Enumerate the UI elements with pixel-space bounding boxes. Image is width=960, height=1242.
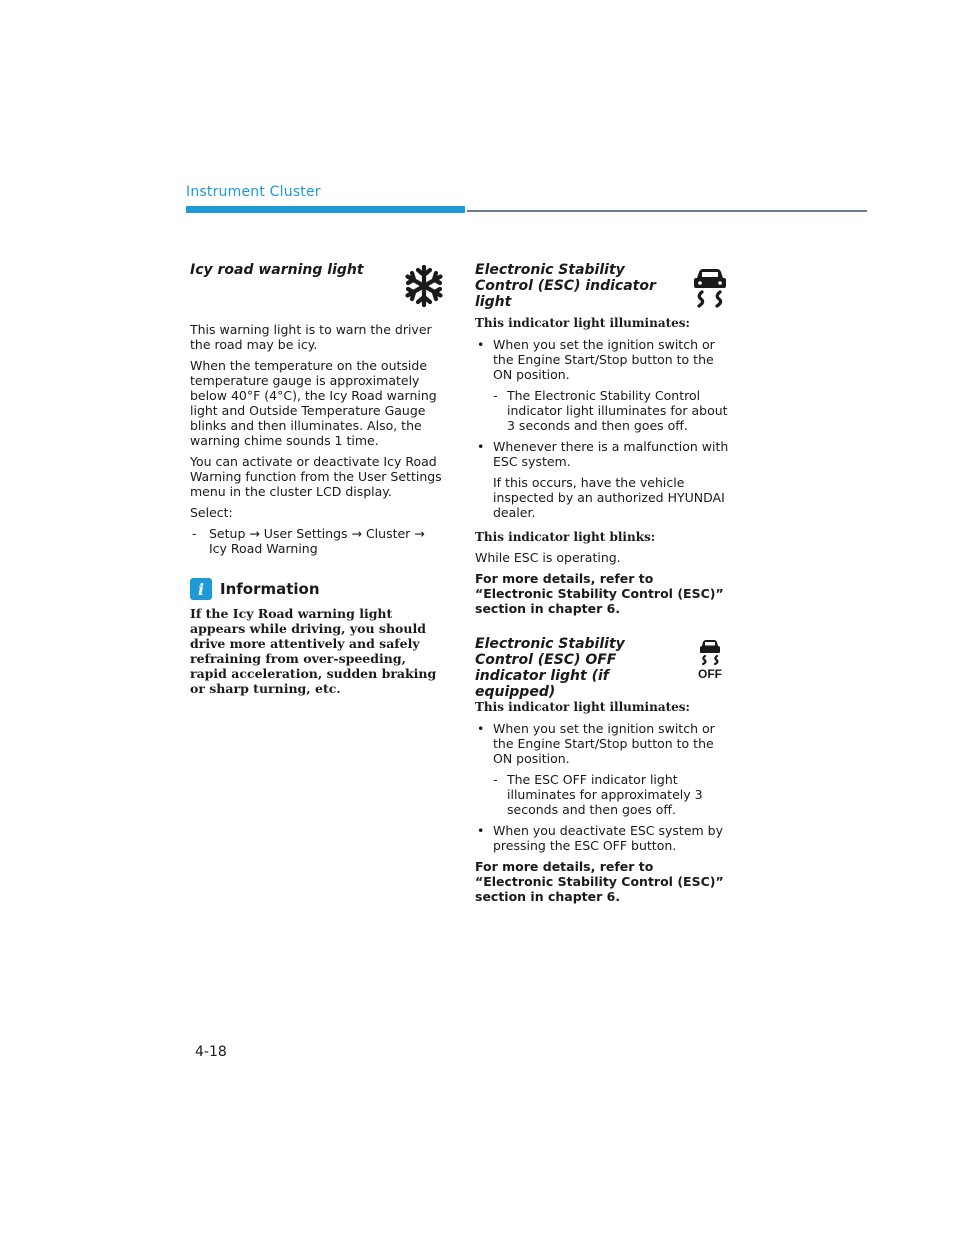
settings-path: Setup → User Settings → Cluster → Icy Road Warning [209, 526, 425, 556]
esc-car-skid-icon [689, 266, 731, 312]
list-item [475, 721, 731, 817]
esc-off-bullet-ignition: When you set the ignition switch or the Engine Start/Stop button to the ON position. [493, 720, 715, 766]
esc-off-heading-row [475, 636, 731, 700]
snowflake-icon [400, 264, 448, 312]
information-text: If the Icy Road warning light appears while driving, you should drive more attentively and safely refraining from over-speeding, rapid acceleration, sudden braking or sharp turning, etc. [190, 606, 437, 696]
settings-path-item: - Setup → User Settings → Cluster → Icy Road Warning [192, 526, 425, 556]
esc-malfunction-note: If this occurs, have the vehicle inspected by an authorized HYUNDAI dealer. [493, 474, 725, 520]
esc-off-illuminates-list [475, 721, 731, 853]
information-heading [190, 578, 446, 600]
information-title: Information [220, 580, 320, 598]
esc-off-icon-text: OFF [698, 667, 722, 680]
esc-illuminates-list [475, 337, 731, 520]
esc-off-icon [695, 638, 725, 684]
esc-blinks-label: This indicator light blinks: [475, 529, 656, 544]
header-accent-bar [186, 206, 465, 213]
list-item [475, 337, 731, 433]
list-item [475, 823, 731, 853]
esc-heading-row [475, 262, 731, 316]
select-label: Select: [190, 505, 233, 520]
esc-off-illuminates-label: This indicator light illuminates: [475, 700, 690, 714]
icy-road-settings-text: You can activate or deactivate Icy Road Warning function from the User Settings menu in the cluster LCD display. [190, 454, 442, 499]
esc-illuminates-label: This indicator light illuminates: [475, 316, 690, 330]
esc-off-bullet-deactivate: When you deactivate ESC system by pressing the ESC OFF button. [493, 822, 723, 853]
esc-off-sub-text: The ESC OFF indicator light illuminates for approximately 3 seconds and then goes off. [507, 771, 703, 817]
esc-reference: For more details, refer to “Electronic Stability Control (ESC)” section in chapter 6. [475, 571, 724, 616]
icy-road-heading-row [190, 262, 446, 322]
esc-bullet-malfunction: Whenever there is a malfunction with ESC system. [493, 438, 729, 469]
right-column [475, 262, 731, 910]
icy-road-temperature-text: When the temperature on the outside temperature gauge is approximately below 40°F (4°C), the Icy Road warning light and Outside Temperature Gauge blinks and then illuminates. Also, the warning chime sounds 1 time. [190, 358, 437, 448]
esc-off-sub-item: - The ESC OFF indicator light illuminates for approximately 3 seconds and then goes off. [493, 771, 703, 817]
list-item [475, 439, 731, 520]
esc-blinks-text: While ESC is operating. [475, 550, 621, 565]
left-column [190, 262, 446, 702]
icy-road-intro: This warning light is to warn the driver the road may be icy. [190, 322, 432, 352]
esc-off-heading: Electronic Stability Control (ESC) OFF indicator light (if equipped) [475, 636, 625, 700]
section-title: Instrument Cluster [186, 184, 321, 200]
esc-heading: Electronic Stability Control (ESC) indicator light [475, 262, 656, 310]
esc-sub-item: - The Electronic Stability Control indicator light illuminates for about 3 seconds and then goes off. [493, 387, 728, 433]
info-icon: i [190, 578, 212, 600]
page-number: 4-18 [195, 1044, 227, 1060]
esc-sub-text: The Electronic Stability Control indicator light illuminates for about 3 seconds and then goes off. [507, 387, 728, 433]
esc-bullet-ignition: When you set the ignition switch or the Engine Start/Stop button to the ON position. [493, 336, 715, 382]
header-divider [467, 210, 867, 212]
icy-road-heading: Icy road warning light [190, 262, 364, 278]
esc-off-reference: For more details, refer to “Electronic Stability Control (ESC)” section in chapter 6. [475, 858, 724, 904]
